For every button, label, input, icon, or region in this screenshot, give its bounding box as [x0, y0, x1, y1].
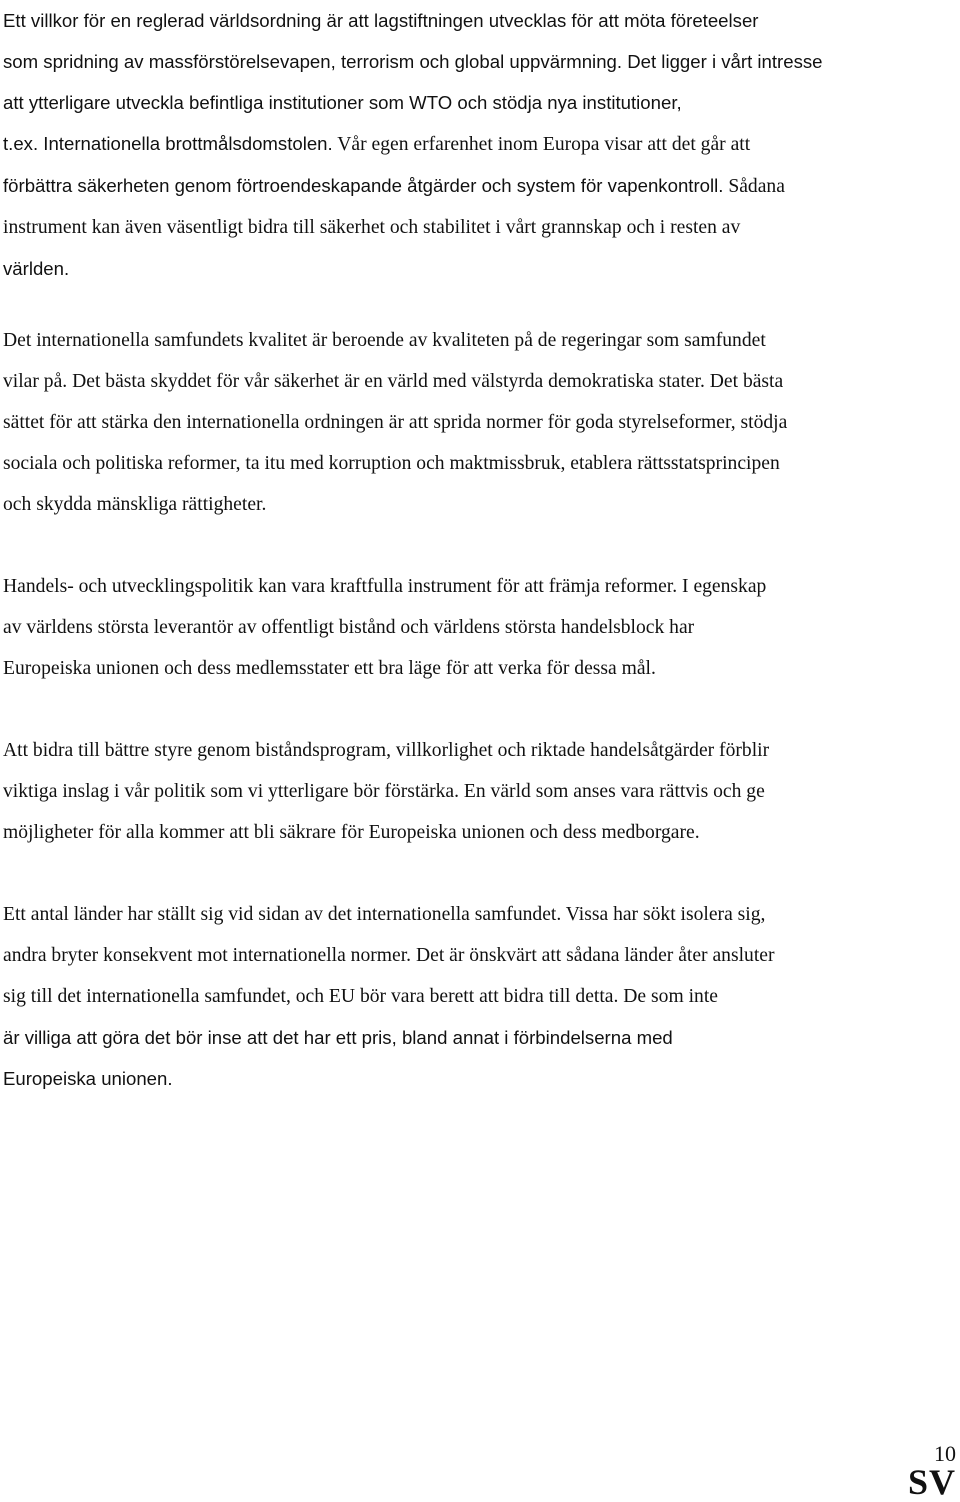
text-line-part: t.ex. Internationella brottmålsdomstolen. — [3, 133, 333, 154]
paragraph-5 — [3, 894, 958, 1099]
text-line-part: Vår egen erfarenhet inom Europa visar att det går att — [332, 134, 751, 155]
text-line: Ett antal länder har ställt sig vid sidan av det internationella samfundet. Vissa har sökt isolera sig, — [3, 904, 766, 925]
paragraph-1 — [3, 0, 958, 289]
language-code: SV — [907, 1462, 956, 1502]
text-line: att ytterligare utveckla befintliga institutioner som WTO och stödja nya institutioner, — [3, 92, 682, 113]
text-line: vilar på. Det bästa skyddet för vår säkerhet är en värld med välstyrda demokratiska stater. Det bästa — [3, 371, 784, 392]
text-line: Det internationella samfundets kvalitet är beroende av kvaliteten på de regeringar som samfundet — [3, 330, 766, 351]
text-line: världen. — [3, 258, 70, 279]
text-line: instrument kan även väsentligt bidra till säkerhet och stabilitet i vårt grannskap och i resten av — [3, 217, 741, 238]
text-line: sig till det internationella samfundet, och EU bör vara berett att bidra till detta. De som inte — [3, 986, 718, 1007]
text-line: Att bidra till bättre styre genom biståndsprogram, villkorlighet och riktade handelsåtgärder förblir — [3, 740, 770, 761]
text-line-part: Sådana — [723, 176, 785, 197]
text-line: och skydda mänskliga rättigheter. — [3, 494, 267, 515]
text-line: möjligheter för alla kommer att bli säkrare för Europeiska unionen och dess medborgare. — [3, 822, 700, 843]
text-line — [3, 123, 958, 165]
text-line: av världens största leverantör av offentligt bistånd och världens största handelsblock har — [3, 617, 695, 638]
text-line: sociala och politiska reformer, ta itu med korruption och maktmissbruk, etablera rättsstatsprincipen — [3, 453, 780, 474]
text-line: sättet för att stärka den internationella ordningen är att sprida normer för goda styrelseformer, stödja — [3, 412, 788, 433]
paragraph-4 — [3, 730, 958, 853]
text-line: Handels- och utvecklingspolitik kan vara kraftfulla instrument för att främja reformer. I egenskap — [3, 576, 767, 597]
text-line: som spridning av massförstörelsevapen, terrorism och global uppvärmning. Det ligger i vårt intresse — [3, 51, 823, 72]
text-line: andra bryter konsekvent mot internationella normer. Det är önskvärt att sådana länder åter ansluter — [3, 945, 775, 966]
page-number: 10 — [934, 1441, 956, 1466]
text-line-part: förbättra säkerheten genom förtroendeskapande åtgärder och system för vapenkontroll. — [3, 175, 724, 196]
text-line: Europeiska unionen. — [3, 1068, 173, 1089]
paragraph-3 — [3, 566, 958, 689]
text-line: Europeiska unionen och dess medlemsstater ett bra läge för att verka för dessa mål. — [3, 658, 656, 679]
paragraph-2 — [3, 320, 958, 525]
text-line: Ett villkor för en reglerad världsordning är att lagstiftningen utvecklas för att möta företeelser — [3, 10, 759, 31]
text-line: är villiga att göra det bör inse att det har ett pris, bland annat i förbindelserna med — [3, 1027, 673, 1048]
text-line — [3, 165, 958, 207]
text-line: viktiga inslag i vår politik som vi ytterligare bör förstärka. En värld som anses vara rättvis och ge — [3, 781, 765, 802]
